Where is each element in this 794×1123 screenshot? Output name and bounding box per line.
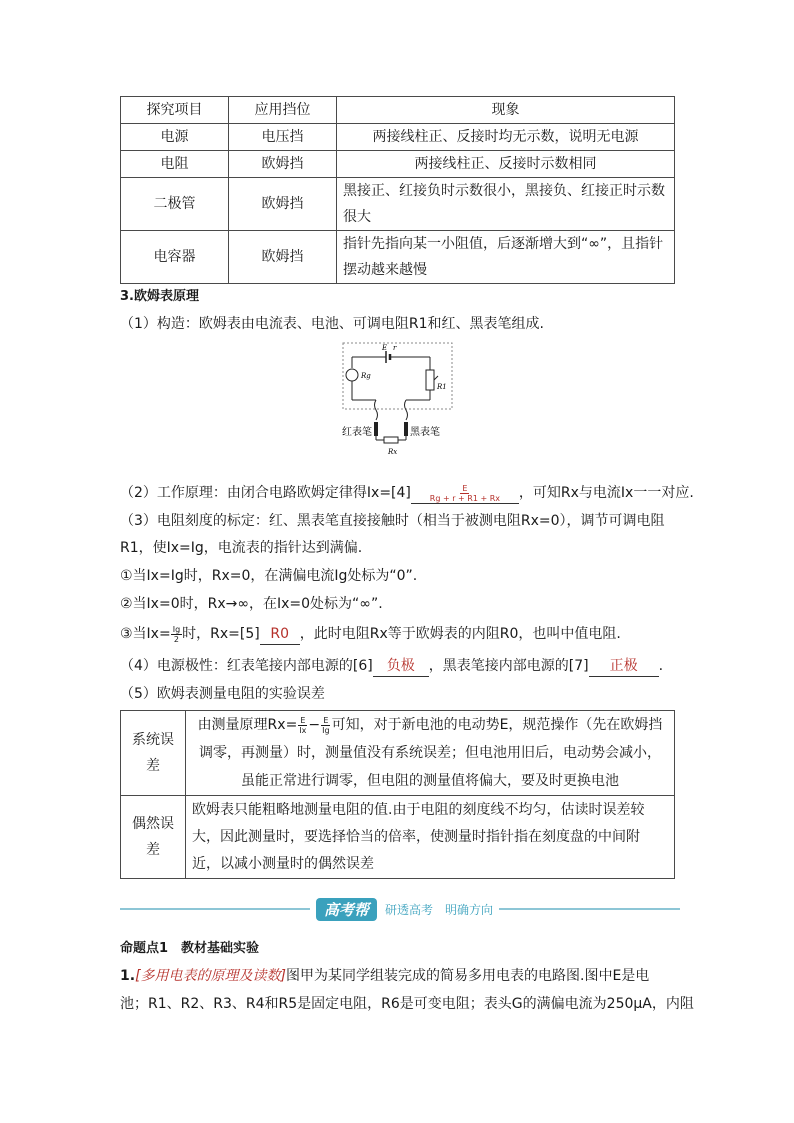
cell-line: 大，因此测量时，要选择恰当的倍率，使测量时指针指在刻度盘的中间附 (192, 828, 640, 845)
fill-blank-5: R0 (260, 624, 300, 645)
cell-line: 调零，再测量）时，测量值没有系统误差；但电池用旧后，电动势会减小， (199, 745, 661, 761)
error-table (120, 710, 675, 879)
text: . (658, 658, 664, 674)
banner-tag (310, 897, 499, 921)
paragraph-polarity (120, 656, 663, 677)
text: − (308, 717, 321, 733)
fill-blank-4 (411, 483, 519, 504)
table-row (121, 124, 675, 151)
table-header: 现象 (337, 97, 675, 124)
banner-logo: 高考帮 (316, 898, 377, 921)
table-header: 探究项目 (121, 97, 229, 124)
formula-fraction (297, 716, 308, 735)
fraction-numerator: E (462, 483, 468, 493)
text: 由测量原理Rx= (197, 717, 298, 733)
explore-table (120, 96, 675, 284)
paragraph: ②当Ix=0时，Rx→∞，在Ix=0处标为“∞”. (120, 596, 383, 612)
text: ，可知Rx与电流Ix一一对应. (518, 485, 694, 501)
table-cell (186, 796, 675, 879)
table-cell-label: 偶然误差 (121, 796, 186, 879)
fraction-numerator: E (300, 715, 306, 725)
question-tag: [多用电表的原理及读数] (135, 968, 286, 984)
table-cell: 电阻 (121, 151, 229, 178)
question-number: 1. (120, 968, 136, 984)
question-1 (120, 966, 649, 986)
text: （2）工作原理：由闭合电路欧姆定律得 (120, 485, 367, 501)
ammeter-icon (346, 369, 358, 381)
fraction-denominator: 2 (173, 634, 179, 644)
cell-line (192, 711, 668, 739)
table-row (121, 231, 675, 284)
table-header-row (121, 97, 675, 124)
text: ，黑表笔接内部电源的[7] (428, 658, 589, 674)
table-cell: 黑接正、红接负时示数很小，黑接负、红接正时示数很大 (337, 178, 675, 231)
table-cell: 电压挡 (229, 124, 337, 151)
fill-blank-6: 负极 (373, 656, 429, 677)
text: 可知，对于新电池的电动势E，规范操作（先在欧姆挡 (331, 717, 663, 733)
text: Ix=[4] (366, 485, 411, 501)
table-cell (186, 711, 675, 796)
fill-blank-7: 正极 (589, 656, 659, 677)
table-cell: 指针先指向某一小阻值，后逐渐增大到“∞”，且指针摆动越来越慢 (337, 231, 675, 284)
enclosure-box (343, 343, 452, 409)
table-cell: 欧姆挡 (229, 231, 337, 284)
text: 图甲为某同学组装完成的简易多用电表的电路图.图中E是电 (286, 968, 650, 984)
lead-wire (375, 400, 378, 420)
banner-slogan: 研透高考 明确方向 (385, 902, 494, 917)
text: ③当Ix= (120, 626, 171, 642)
lead-wire (405, 400, 408, 420)
text: 时，Rx=[5] (182, 626, 260, 642)
cell-line: 虽能正常进行调零，但电阻的测量值将偏大，要及时更换电池 (241, 773, 619, 789)
table-row (121, 711, 675, 796)
gaokao-banner (120, 897, 680, 921)
ohmmeter-circuit-diagram (340, 340, 455, 465)
paragraph-mid-resistance (120, 624, 621, 645)
section-heading: 3.欧姆表原理 (120, 289, 199, 304)
formula-fraction (320, 716, 331, 735)
paragraph: 池；R1、R2、R3、R4和R5是固定电阻，R6是可变电阻；表头G的满偏电流为250μA，内阻 (120, 996, 694, 1012)
table-row (121, 151, 675, 178)
black-probe-icon (404, 422, 408, 436)
resistor-rx (384, 437, 398, 443)
paragraph: （5）欧姆表测量电阻的实验误差 (120, 686, 325, 702)
formula-fraction (171, 625, 182, 644)
table-cell-label: 系统误差 (121, 711, 186, 796)
rheostat-arrow (434, 376, 438, 380)
table-cell: 电容器 (121, 231, 229, 284)
fraction-denominator: Ig (322, 725, 330, 735)
table-cell: 欧姆挡 (229, 178, 337, 231)
resistor-r1 (426, 370, 434, 390)
text: ，此时电阻Rx等于欧姆表的内阻R0，也叫中值电阻. (299, 626, 621, 642)
formula-fraction (428, 484, 502, 503)
fraction-numerator: E (323, 715, 329, 725)
paragraph: ①当Ix=Ig时，Rx=0，在满偏电流Ig处标为“0”. (120, 568, 418, 584)
label-rx: Rx (388, 448, 398, 456)
table-cell: 欧姆挡 (229, 151, 337, 178)
fraction-denominator: Rg + r + R1 + Rx (429, 493, 500, 503)
cell-line: 欧姆表只能粗略地测量电阻的值.由于电阻的刻度线不均匀，估读时误差较 (192, 801, 645, 818)
table-cell: 二极管 (121, 178, 229, 231)
label-black-pen: 黑表笔 (410, 427, 440, 438)
label-r1: R1 (437, 383, 447, 391)
proposition-heading: 命题点1 教材基础实验 (120, 941, 260, 956)
label-e: E (382, 344, 388, 352)
table-row (121, 796, 675, 879)
paragraph: （3）电阻刻度的标定：红、黑表笔直接接触时（相当于被测电阻Rx=0），调节可调电阻 (120, 513, 665, 529)
paragraph: （1）构造：欧姆表由电流表、电池、可调电阻R1和红、黑表笔组成. (120, 316, 544, 332)
table-cell: 两接线柱正、反接时示数相同 (337, 151, 675, 178)
table-row (121, 178, 675, 231)
label-red-pen: 红表笔 (342, 427, 372, 438)
label-rg: Rg (361, 372, 371, 380)
text: （4）电源极性：红表笔接内部电源的[6] (120, 658, 373, 674)
table-cell: 两接线柱正、反接时均无示数，说明无电源 (337, 124, 675, 151)
paragraph-working-principle (120, 483, 694, 504)
label-r: r (393, 344, 397, 352)
table-cell: 电源 (121, 124, 229, 151)
table-header: 应用挡位 (229, 97, 337, 124)
fraction-numerator: Ig (172, 624, 181, 634)
cell-line: 近，以减小测量时的偶然误差 (192, 855, 374, 872)
paragraph: R1，使Ix=Ig，电流表的指针达到满偏. (120, 540, 363, 556)
fraction-denominator: Ix (299, 725, 307, 735)
red-probe-icon (374, 422, 378, 436)
